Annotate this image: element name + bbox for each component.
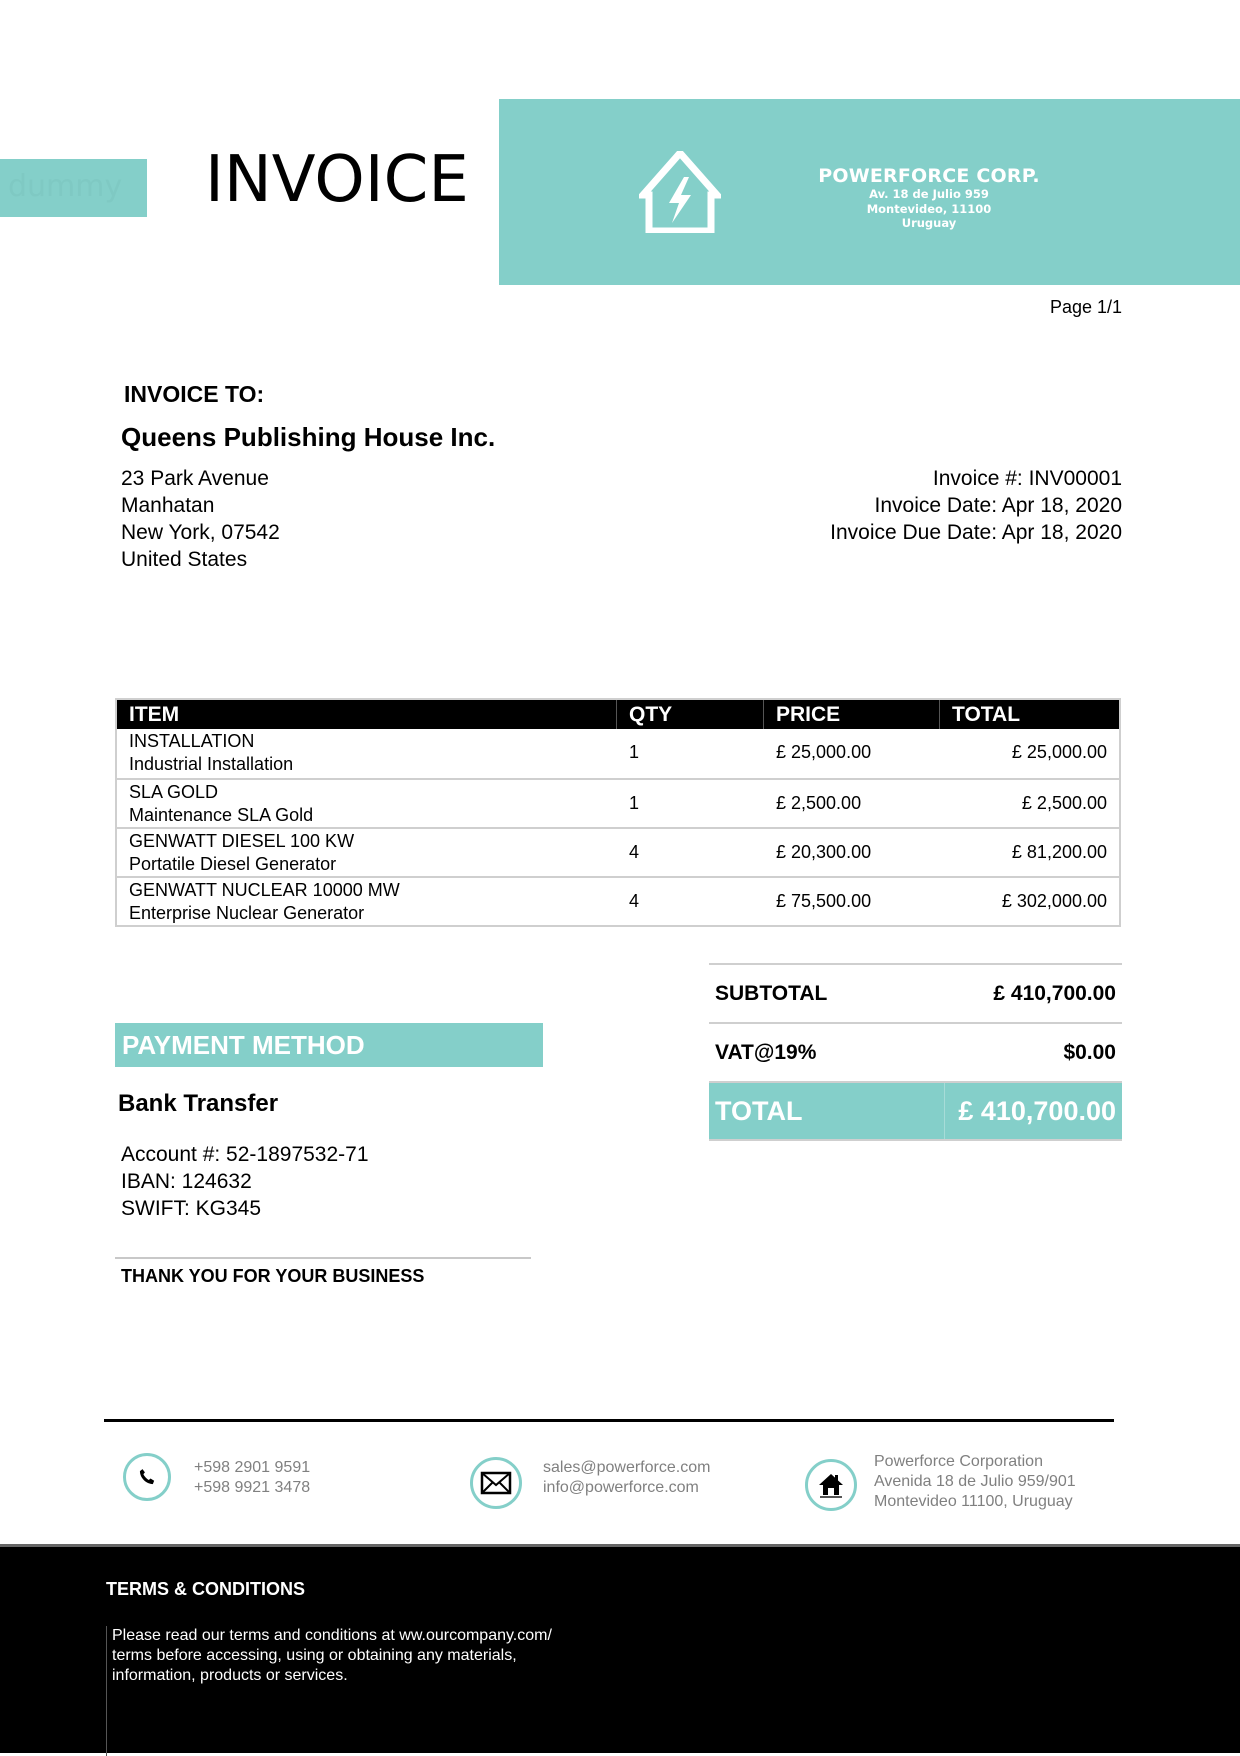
item-cell — [117, 780, 617, 827]
table-header — [117, 700, 1119, 729]
item-cell — [117, 729, 617, 778]
column-header-total: TOTAL — [952, 703, 1021, 726]
terms-title: TERMS & CONDITIONS — [106, 1579, 306, 1599]
thank-you-note: THANK YOU FOR YOUR BUSINESS — [121, 1266, 425, 1286]
payment-details — [121, 1141, 369, 1222]
item-description: Industrial Installation — [129, 754, 294, 774]
table-row — [117, 729, 1119, 778]
swift: SWIFT: KG345 — [121, 1197, 262, 1220]
total-cell: £ 2,500.00 — [1021, 793, 1107, 813]
phone-number: +598 2901 9591 — [194, 1459, 311, 1476]
company-address-line: Montevideo, 11100 — [866, 201, 992, 216]
price-cell: £ 2,500.00 — [776, 793, 862, 813]
subtotal-label: SUBTOTAL — [715, 981, 828, 1005]
qty-cell: 4 — [629, 891, 640, 911]
client-address-line: Manhatan — [121, 494, 215, 517]
address-line: Montevideo 11100, Uruguay — [874, 1493, 1073, 1510]
company-address — [874, 1452, 1076, 1512]
company-header-panel — [499, 99, 1240, 285]
client-address — [121, 465, 280, 573]
footer-divider — [104, 1419, 1114, 1422]
table-row — [117, 778, 1119, 827]
emails — [543, 1458, 710, 1498]
vat-value: $0.00 — [1063, 1040, 1116, 1064]
payment-type: Bank Transfer — [118, 1090, 279, 1117]
total-cell: £ 302,000.00 — [1001, 891, 1107, 911]
vat-row — [709, 1022, 1122, 1081]
column-header-qty: QTY — [617, 700, 764, 729]
item-description: Maintenance SLA Gold — [129, 805, 314, 825]
payment-method-heading: PAYMENT METHOD — [115, 1023, 543, 1067]
column-header-price: PRICE — [764, 700, 940, 729]
item-cell — [117, 829, 617, 876]
client-address-line: New York, 07542 — [121, 521, 280, 544]
terms-line: information, products or services. — [112, 1667, 348, 1684]
client-address-line: 23 Park Avenue — [121, 467, 269, 490]
email-address[interactable]: sales@powerforce.com — [543, 1459, 711, 1476]
page-number: Page 1/1 — [1049, 297, 1122, 317]
mail-icon — [470, 1457, 522, 1509]
grand-total-row — [709, 1081, 1122, 1141]
company-address-line: Uruguay — [901, 216, 957, 230]
terms-line: terms before accessing, using or obtaining any materials, — [112, 1647, 517, 1664]
item-code: GENWATT NUCLEAR 10000 MW — [129, 880, 400, 900]
house-lightning-icon — [639, 151, 721, 233]
items-table — [115, 698, 1121, 927]
total-cell: £ 81,200.00 — [1011, 842, 1107, 862]
terms-text — [106, 1626, 606, 1756]
item-description: Portatile Diesel Generator — [129, 854, 337, 874]
email-address[interactable]: info@powerforce.com — [543, 1479, 699, 1496]
subtotal-row — [709, 963, 1122, 1022]
hidden-placeholder-text: dummy — [8, 169, 123, 204]
qty-cell: 1 — [629, 793, 640, 813]
account-number: Account #: 52-1897532-71 — [121, 1143, 369, 1166]
subtotal-value: £ 410,700.00 — [993, 981, 1116, 1005]
terms-section — [0, 1544, 1240, 1753]
address-line: Avenida 18 de Julio 959/901 — [874, 1473, 1076, 1490]
invoice-date: Invoice Date: Apr 18, 2020 — [874, 494, 1122, 517]
table-row — [117, 876, 1119, 925]
document-title: INVOICE — [205, 143, 469, 217]
table-row — [117, 827, 1119, 876]
qty-cell: 4 — [629, 842, 640, 862]
item-description: Enterprise Nuclear Generator — [129, 903, 365, 923]
vat-label: VAT@19% — [715, 1040, 817, 1064]
home-icon — [805, 1459, 857, 1511]
qty-cell: 1 — [629, 742, 640, 762]
invoice-number: Invoice #: INV00001 — [932, 467, 1122, 490]
price-cell: £ 25,000.00 — [776, 742, 872, 762]
client-name: Queens Publishing House Inc. — [121, 422, 496, 452]
accent-bar — [0, 159, 147, 217]
column-header-item: ITEM — [117, 700, 617, 729]
total-label: TOTAL — [715, 1095, 803, 1126]
client-address-line: United States — [121, 548, 248, 571]
phone-number: +598 9921 3478 — [194, 1479, 311, 1496]
totals-block — [709, 963, 1122, 1141]
item-code: INSTALLATION — [129, 731, 255, 751]
divider — [115, 1257, 531, 1259]
item-code: SLA GOLD — [129, 782, 219, 802]
price-cell: £ 75,500.00 — [776, 891, 872, 911]
terms-line: Please read our terms and conditions at ww.ourcompany.com/ — [112, 1627, 552, 1644]
invoice-meta — [830, 465, 1122, 546]
phone-icon — [123, 1453, 171, 1501]
total-value: £ 410,700.00 — [958, 1095, 1116, 1126]
price-cell: £ 20,300.00 — [776, 842, 872, 862]
item-code: GENWATT DIESEL 100 KW — [129, 831, 355, 851]
total-cell: £ 25,000.00 — [1011, 742, 1107, 762]
address-line: Powerforce Corporation — [874, 1453, 1043, 1470]
invoice-to-label: INVOICE TO: — [124, 381, 265, 407]
invoice-due-date: Invoice Due Date: Apr 18, 2020 — [830, 521, 1122, 544]
company-address-line: Av. 18 de Julio 959 — [869, 187, 989, 201]
company-name: POWERFORCE CORP. — [818, 165, 1040, 187]
iban: IBAN: 124632 — [121, 1170, 252, 1193]
phone-numbers — [194, 1458, 310, 1498]
item-cell — [117, 878, 617, 925]
